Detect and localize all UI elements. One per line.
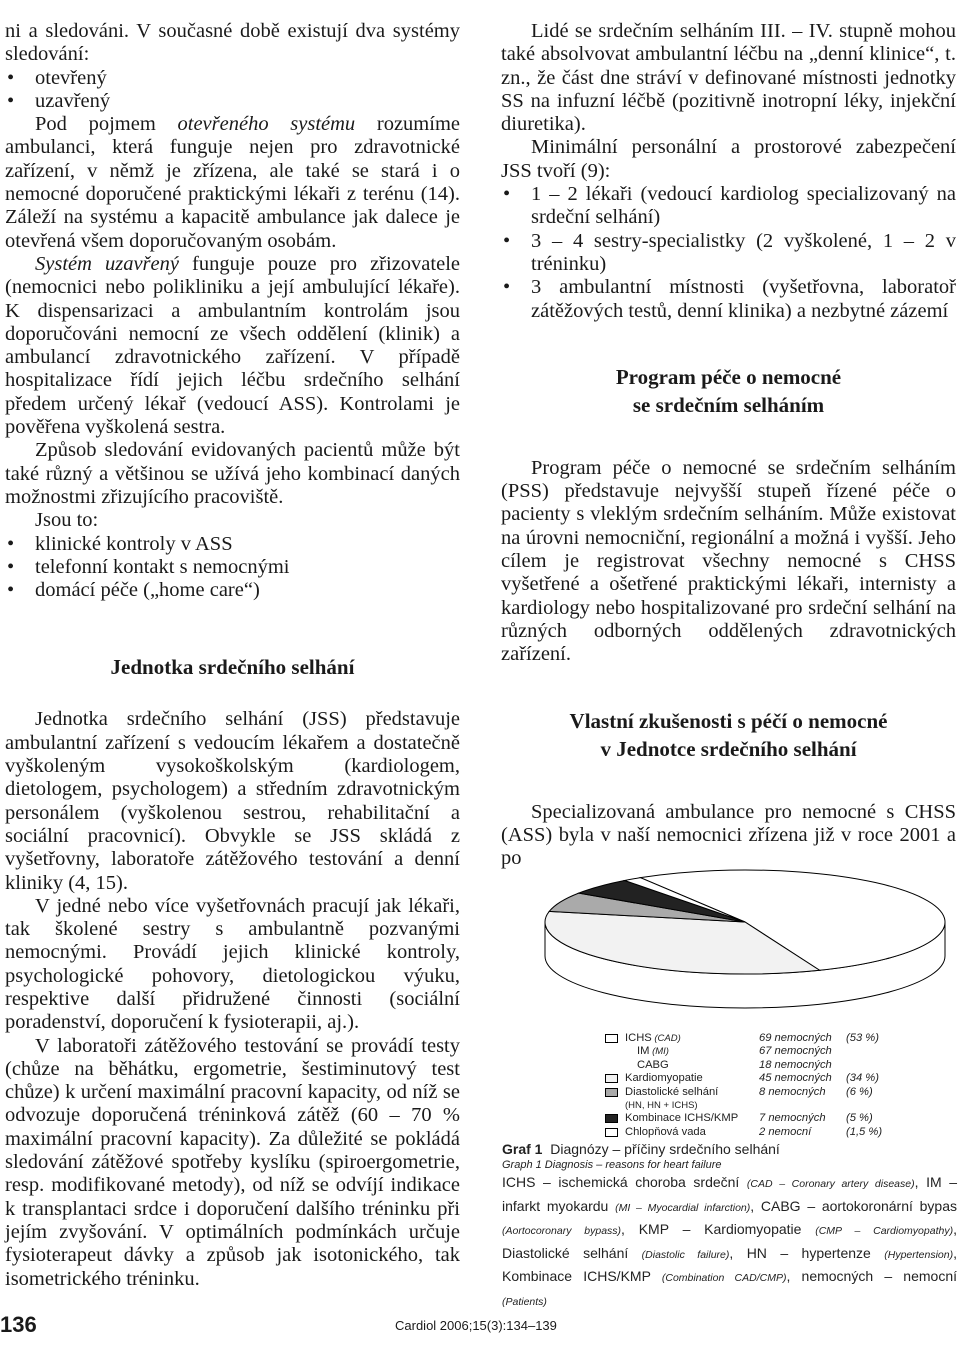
- journal-citation: Cardiol 2006;15(3):134–139: [395, 1318, 557, 1333]
- pie-chart: [538, 862, 952, 1017]
- legend-row: [605, 1059, 955, 1072]
- caption-term: , Kombinace ICHS/KMP: [502, 1244, 957, 1284]
- legend-count: 8 nemocných: [759, 1085, 826, 1098]
- legend-label: CABG: [637, 1058, 669, 1071]
- caption-title-en: Graph 1 Diagnosis – reasons for heart failure: [502, 1159, 722, 1171]
- legend-count: 45 nemocných: [759, 1072, 832, 1085]
- legend-swatch: [605, 1128, 618, 1137]
- paragraph-open-system: Pod pojmem otevřeného systému rozumíme ambulanci, která funguje nejen pro zdravotnické zařízení, v němž je zřízena, ale také se stará i o nemocné doporučené praktickými lékaři z terénu (14). Záleží na systému a kapacitě ambulance jak dalece je otevřená všem doporučovaným osobám.: [5, 113, 460, 252]
- caption-term: ICHS – ischemická choroba srdeční: [502, 1174, 747, 1190]
- legend-row: [605, 1126, 955, 1139]
- list-item: • klinické kontroly v ASS: [7, 532, 233, 555]
- paragraph: Specializovaná ambulance pro nemocné s CHSS (ASS) byla v naší nemocnici zřízena již v roce 2001 a po: [501, 800, 956, 870]
- caption-english-term: (Combination CAD/CMP): [661, 1272, 787, 1284]
- legend-row: [605, 1086, 955, 1099]
- section-heading-program: Program péče o nemocné se srdečním selháním: [615, 364, 842, 417]
- paragraph: V jedné nebo více vyšetřovnách pracují jak lékaři, tak školené sestry s ambulantně pozvanými nemocnými. Provádí jejich klinické kontroly, psychologické pohovory, dietologickou výuku, respektive další přidružené činnosti (sociální poradenství, doporučení k fysioterapii, aj.).: [5, 894, 460, 1034]
- staffing-list: [501, 183, 956, 323]
- list-item: • telefonní kontakt s nemocnými: [7, 555, 290, 578]
- legend-row: [605, 1032, 955, 1045]
- legend-swatch: [605, 1074, 618, 1083]
- system-list: [5, 67, 460, 114]
- paragraph: V laboratoři zátěžového testování se provádí testy (chůze na běhátku, ergometrie, šestiminutový test chůze) k určení maximální pracovní kapacity, od níž se odvozuje doporučená tréninková zátěž (60 – 70 % maximální pracovní kapacity). Za důležité se pokládá sledování zátěžové spotřeby kyslíku (spiroergometrie, resp. modifikované metody), od níž se odvíjí indikace k transplantaci srdce i doporučení dalšího tréninku při jejím zvyšování. V optimálních podmínkách určuje fysioterapeut dávky a způsob jak isotonického, tak isometrického tréninku.: [5, 1034, 460, 1290]
- list-item: • 3 ambulantní místnosti (vyšetřovna, laboratoř zátěžových testů, denní klinika) a nezbytné zázemí: [503, 276, 956, 322]
- paragraph: Způsob sledování evidovaných pacientů může být také různý a většinou se užívá jeho kombinací daných možnostmi zřizujícího pracoviště.: [5, 439, 460, 508]
- legend-percent: (34 %): [846, 1072, 879, 1085]
- chart-legend: [605, 1032, 955, 1139]
- legend-count: 7 nemocných: [759, 1112, 826, 1125]
- section-heading-jss: Jednotka srdečního selhání: [110, 655, 355, 680]
- caption-english-term: (MI – Myocardial infarction): [615, 1201, 751, 1214]
- legend-percent: (53 %): [846, 1032, 879, 1044]
- legend-label: IM (MI): [637, 1045, 669, 1058]
- legend-row: [605, 1112, 955, 1125]
- caption-english-term: (Hypertension): [884, 1248, 954, 1261]
- caption-term: , KMP – Kardiomyopatie: [621, 1221, 816, 1237]
- legend-swatch: [605, 1034, 618, 1043]
- legend-percent: (1,5 %): [846, 1125, 883, 1138]
- paragraph: Lidé se srdečním selháním III. – IV. stupně mohou také absolvovat ambulantní léčbu na „denní klinice“, t. zn., že část dne stráví v definované místnosti jednotky SS na infuzní léčbě (pozitivně inotropní léky, injekční diuretika).: [501, 20, 956, 136]
- follow-up-list: [5, 533, 460, 603]
- right-column: [501, 20, 956, 870]
- section-heading-experience: Vlastní zkušenosti s péčí o nemocné v Jednotce srdečního selhání: [569, 708, 888, 761]
- legend-label: Kombinace ICHS/KMP: [625, 1112, 739, 1125]
- legend-row: [605, 1072, 955, 1085]
- caption-english-term: (CMP – Cardiomyopathy): [815, 1225, 954, 1237]
- caption-term: , nemocných – nemocní: [786, 1268, 958, 1284]
- list-item: • 1 – 2 lékaři (vedoucí kardiolog specializovaný na srdeční selhání): [503, 183, 956, 229]
- legend-count: 67 nemocných: [759, 1045, 832, 1058]
- figure-caption: [502, 1140, 957, 1313]
- left-column: [5, 20, 460, 1291]
- caption-english-term: (CAD – Coronary artery disease): [746, 1178, 915, 1190]
- legend-label: Kardiomyopatie: [625, 1072, 703, 1085]
- caption-term: , Diastolické selhání: [502, 1221, 957, 1261]
- legend-note: (HN, HN + ICHS): [625, 1099, 698, 1111]
- legend-count: 2 nemocní: [759, 1125, 812, 1138]
- legend-swatch: [605, 1088, 618, 1097]
- paragraph: Jsou to:: [35, 509, 99, 532]
- caption-term: , IM – infarkt myokardu: [502, 1174, 957, 1214]
- caption-term: , CABG – aortokoronární bypas: [750, 1197, 957, 1214]
- list-item: • 3 – 4 sestry-specialistky (2 vyškolené, 1 – 2 v tréninku): [503, 229, 956, 275]
- caption-english-term: (Diastolic failure): [641, 1248, 730, 1261]
- legend-label: ICHS (CAD): [625, 1032, 681, 1044]
- legend-row: [605, 1045, 955, 1058]
- legend-count: 69 nemocných: [759, 1032, 832, 1044]
- caption-english-term: (Aortocoronary bypass): [502, 1225, 622, 1237]
- caption-abbreviations: [502, 1172, 957, 1313]
- caption-english-term: (Patients): [502, 1295, 547, 1308]
- legend-label: Diastolické selhání: [625, 1085, 719, 1098]
- paragraph: Program péče o nemocné se srdečním selháním (PSS) představuje nejvyšší stupeň řízené péče o pacienty s vleklým srdečním selháním. Může existovat na úrovni nemocniční, regionální a možná i vyšší. Jeho cílem je registrovat všechny nemocné s CHSS vyšetřené a ošetřené praktickými lékaři, internisty a kardiology nebo hospitalizované pro srdeční selhání na různých odborných oddělených zdravotnických zařízení.: [501, 456, 956, 666]
- paragraph: Jednotka srdečního selhání (JSS) představuje ambulantní zařízení s vedoucím lékařem a dostatečně vyškoleným vysokoškolským (kardiologem, dietologem, psychologem) a středním zdravotnickým personálem (vyškolenou sestrou, rehabilitační a sociální pracovnicí). Obvykle se JSS skládá z vyšetřovny, laboratoře zátěžového testování a denní kliniky (4, 15).: [5, 708, 460, 894]
- page-number: 136: [0, 1312, 37, 1337]
- paragraph-closed-system: Systém uzavřený funguje pouze pro zřizovatele (nemocnici nebo polikliniku a její ambulující lékaře). K dispensarizaci a ambulantním kontrolám jsou doporučováni nemocní ze všech oddělení (klinik) a ambulancí zdravotnického zařízení. V případě hospitalizace řídí jejich léčbu srdečního selhání předem určený lékař (vedoucí ASS). Kontrolami je pověřena vyškolená sestra.: [5, 252, 460, 439]
- paragraph: Minimální personální a prostorové zabezpečení JSS tvoří (9):: [501, 136, 956, 182]
- legend-count: 18 nemocných: [759, 1058, 832, 1071]
- legend-swatch: [605, 1114, 618, 1123]
- caption-term: , HN – hypertenze: [729, 1244, 885, 1261]
- list-item: • otevřený: [7, 66, 107, 89]
- legend-percent: (6 %): [846, 1085, 873, 1098]
- legend-percent: (5 %): [846, 1112, 873, 1125]
- caption-title: Graf 1 Diagnózy – příčiny srdečního selhání: [502, 1141, 780, 1157]
- paragraph: ni a sledováni. V současné době existují dva systémy sledování:: [5, 20, 460, 66]
- list-item: • uzavřený: [7, 89, 111, 112]
- legend-label: Chlopňová vada: [625, 1125, 706, 1138]
- list-item: • domácí péče („home care“): [7, 579, 260, 602]
